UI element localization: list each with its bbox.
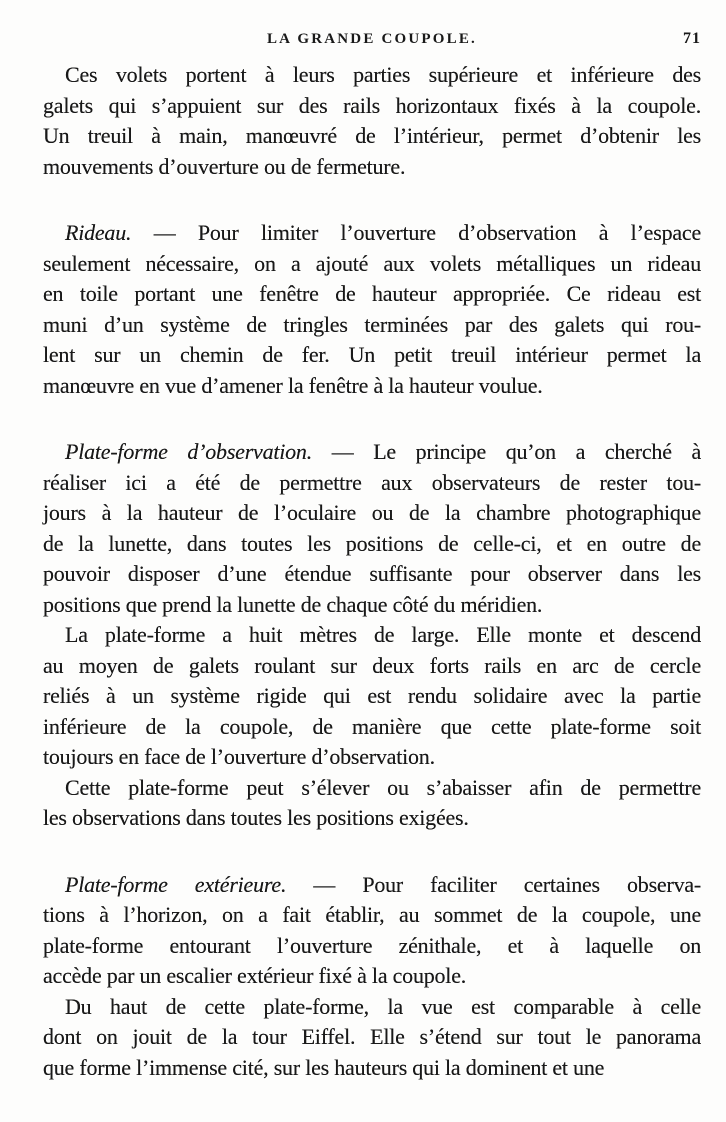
section-paragraph <box>43 437 701 620</box>
paragraph <box>43 60 701 182</box>
text-line: inférieure de la coupole, de manière que cette plate-forme soit <box>43 713 701 739</box>
text-line: positions que prend la lunette de chaque côté du méridien. <box>43 591 543 617</box>
text-line: jours à la hauteur de l’oculaire ou de la chambre photographique <box>43 500 701 525</box>
section-lead: Rideau. <box>65 220 132 245</box>
text-line: La plate-forme a huit mètres de large. Elle monte et descend <box>65 622 701 647</box>
text-line: Rideau. — Pour limiter l’ouverture d’observation à l’espace <box>65 220 701 245</box>
section-lead: Plate-forme extérieure. <box>65 871 287 897</box>
text-line: que forme l’immense cité, sur les hauteurs qui la dominent et une <box>43 1054 605 1080</box>
text-line: Un treuil à main, manœuvré de l’intérieur, permet d’obtenir les <box>43 123 701 148</box>
text-line: Plate-forme extérieure. — Pour faciliter certaines observa- <box>65 871 702 897</box>
section-paragraph <box>43 870 701 992</box>
text-line: les observations dans toutes les positions exigées. <box>43 805 469 830</box>
text-line: seulement nécessaire, on a ajouté aux volets métalliques un rideau <box>43 250 701 276</box>
text-line: de la lunette, dans toutes les positions de celle-ci, et en outre de <box>43 530 701 556</box>
text-line: Plate-forme d’observation. — Le principe qu’on a cherché à <box>65 439 701 464</box>
text-block <box>43 60 701 1083</box>
text-line: tions à l’horizon, on a fait établir, au sommet de la coupole, une <box>43 902 701 927</box>
text-line: galets qui s’appuient sur des rails horizontaux fixés à la coupole. <box>43 92 701 118</box>
text-line: Cette plate-forme peut s’élever ou s’abaisser afin de permettre <box>65 774 701 800</box>
text-line: plate-forme entourant l’ouverture zénithale, et à laquelle on <box>43 932 701 958</box>
page-header <box>43 31 701 51</box>
section-lead: Plate-forme d’observation. <box>65 439 312 464</box>
running-title: LA GRANDE COUPOLE. <box>266 31 478 47</box>
section-paragraph <box>43 218 701 401</box>
text-line: toujours en face de l’ouverture d’observation. <box>43 744 435 769</box>
text-line: dont on jouit de la tour Eiffel. Elle s’étend sur tout le panorama <box>43 1024 701 1049</box>
text-line: Ces volets portent à leurs parties supérieure et inférieure des <box>65 62 701 87</box>
text-line: accède par un escalier extérieur fixé à la coupole. <box>43 963 467 988</box>
page-number: 71 <box>683 30 701 47</box>
text-line: lent sur un chemin de fer. Un petit treuil intérieur permet la <box>43 342 701 367</box>
text-line: réaliser ici a été de permettre aux observateurs de rester tou- <box>43 469 701 495</box>
paragraph <box>43 992 701 1084</box>
text-line: Du haut de cette plate-forme, la vue est comparable à celle <box>65 993 701 1019</box>
text-line: au moyen de galets roulant sur deux forts rails en arc de cercle <box>43 652 701 678</box>
text-line: pouvoir disposer d’une étendue suffisante pour observer dans les <box>43 561 701 586</box>
text-line: en toile portant une fenêtre de hauteur appropriée. Ce rideau est <box>43 281 701 306</box>
paragraph <box>43 620 701 773</box>
text-line: mouvements d’ouverture ou de fermeture. <box>43 153 406 179</box>
text-line: muni d’un système de tringles terminées par des galets qui rou- <box>43 311 701 337</box>
paragraph <box>43 773 701 834</box>
text-line: reliés à un système rigide qui est rendu solidaire avec la partie <box>43 683 701 708</box>
text-line: manœuvre en vue d’amener la fenêtre à la hauteur voulue. <box>43 372 543 398</box>
